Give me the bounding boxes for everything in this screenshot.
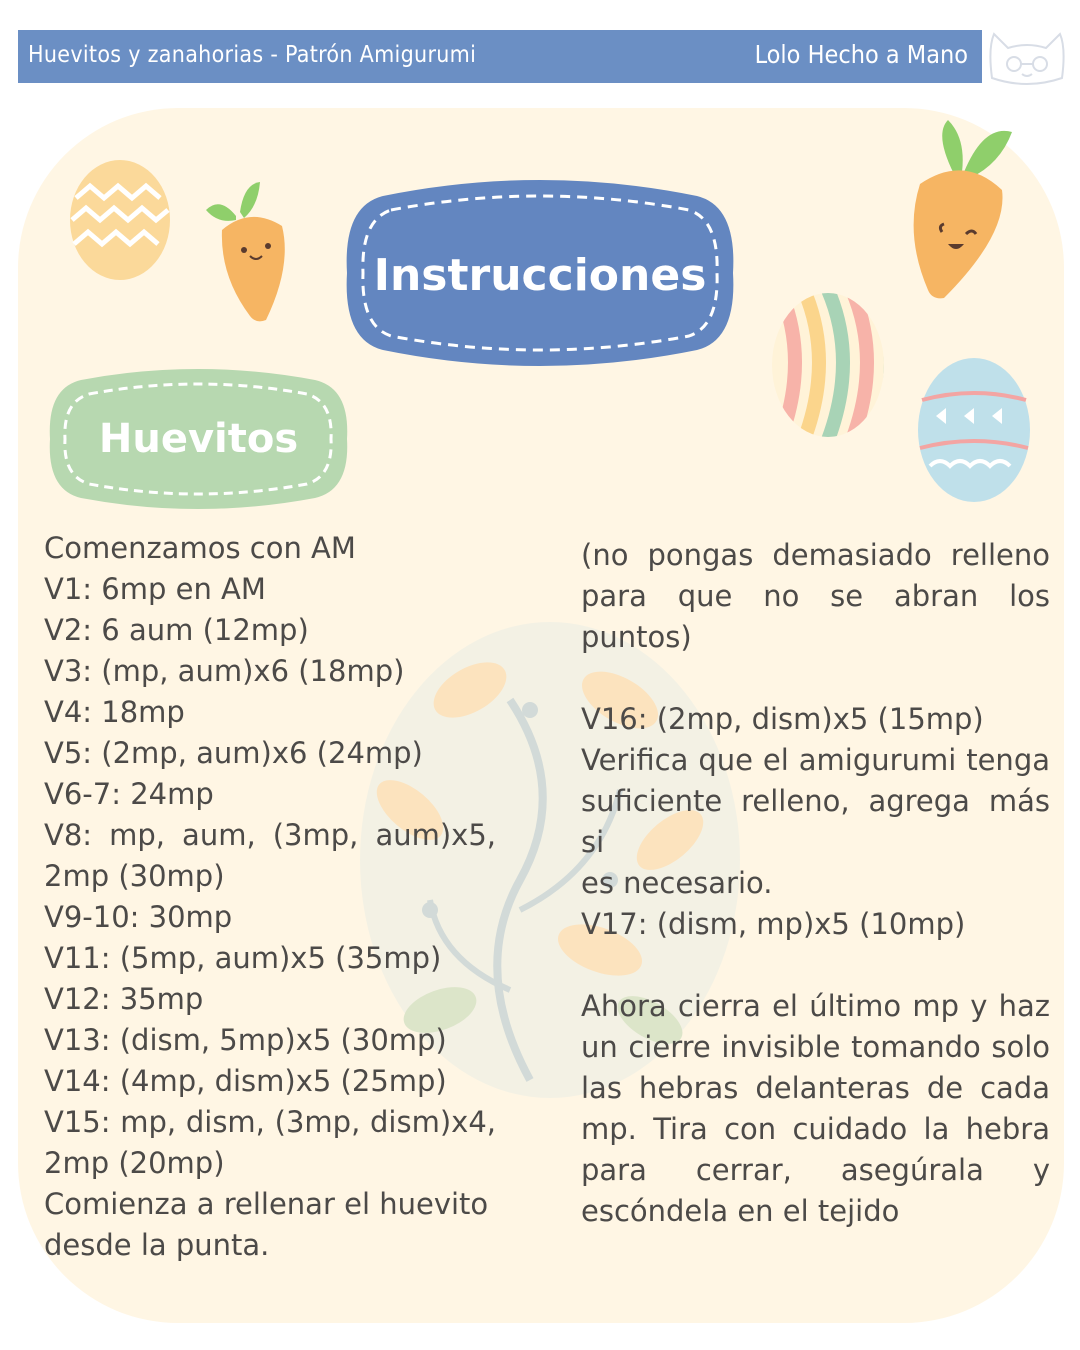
instruction-line bbox=[581, 658, 1050, 699]
instruction-line: las hebras delanteras de cada bbox=[581, 1071, 1050, 1105]
header-bar bbox=[18, 30, 982, 83]
instruction-line: puntos) bbox=[581, 620, 692, 654]
left-instructions-column bbox=[44, 528, 496, 1266]
instruction-line: Comienza a rellenar el huevito bbox=[44, 1187, 489, 1221]
instruction-line: V3: (mp, aum)x6 (18mp) bbox=[44, 654, 405, 688]
instruction-line: suficiente relleno, agrega más si bbox=[581, 784, 1050, 859]
instruction-line: V14: (4mp, dism)x5 (25mp) bbox=[44, 1064, 447, 1098]
instruction-line: 2mp (20mp) bbox=[44, 1146, 225, 1180]
instruction-line: (no pongas demasiado relleno bbox=[581, 538, 1050, 572]
instruction-line: Comenzamos con AM bbox=[44, 531, 356, 565]
brand-name: Lolo Hecho a Mano bbox=[754, 40, 968, 69]
instruction-line: V4: 18mp bbox=[44, 695, 185, 729]
instruction-line: V6-7: 24mp bbox=[44, 777, 214, 811]
instruction-line: V9-10: 30mp bbox=[44, 900, 233, 934]
instruction-line: V8: mp, aum, (3mp, aum)x5, bbox=[44, 818, 496, 852]
instruction-line: V13: (dism, 5mp)x5 (30mp) bbox=[44, 1023, 447, 1057]
striped-egg-icon bbox=[770, 290, 886, 444]
instruction-line: 2mp (30mp) bbox=[44, 859, 225, 893]
instruction-line: Verifica que el amigurumi tenga bbox=[581, 743, 1050, 777]
instruction-line: para que no se abran los bbox=[581, 579, 1050, 613]
instruction-line bbox=[581, 945, 1050, 986]
blue-pattern-egg-icon bbox=[916, 356, 1032, 508]
instructions-badge bbox=[343, 176, 737, 370]
instruction-line: escóndela en el tejido bbox=[581, 1194, 900, 1228]
header-title: Huevitos y zanahorias - Patrón Amigurumi bbox=[28, 42, 477, 68]
huevitos-badge bbox=[47, 366, 350, 512]
right-instructions-column bbox=[581, 535, 1050, 1232]
instruction-line: mp. Tira con cuidado la hebra bbox=[581, 1112, 1050, 1146]
instruction-line: V12: 35mp bbox=[44, 982, 204, 1016]
instruction-line: V2: 6 aum (12mp) bbox=[44, 613, 309, 647]
instruction-line: desde la punta. bbox=[44, 1228, 270, 1262]
big-carrot-icon bbox=[904, 114, 1020, 308]
huevitos-title: Huevitos bbox=[98, 416, 299, 462]
instruction-line: V5: (2mp, aum)x6 (24mp) bbox=[44, 736, 423, 770]
yellow-zigzag-egg-icon bbox=[68, 158, 172, 286]
instruction-line: V16: (2mp, dism)x5 (15mp) bbox=[581, 702, 984, 736]
cat-logo-icon bbox=[984, 28, 1070, 88]
instruction-line: un cierre invisible tomando solo bbox=[581, 1030, 1050, 1064]
instruction-line: Ahora cierra el último mp y haz bbox=[581, 989, 1050, 1023]
instruction-line: V11: (5mp, aum)x5 (35mp) bbox=[44, 941, 442, 975]
small-carrot-icon bbox=[200, 176, 300, 330]
instructions-title: Instrucciones bbox=[373, 250, 707, 301]
instruction-line: es necesario. bbox=[581, 866, 773, 900]
instruction-line: para cerrar, asegúrala y bbox=[581, 1153, 1050, 1187]
instruction-line: V17: (dism, mp)x5 (10mp) bbox=[581, 907, 966, 941]
instruction-line: V1: 6mp en AM bbox=[44, 572, 266, 606]
instruction-line: V15: mp, dism, (3mp, dism)x4, bbox=[44, 1105, 496, 1139]
